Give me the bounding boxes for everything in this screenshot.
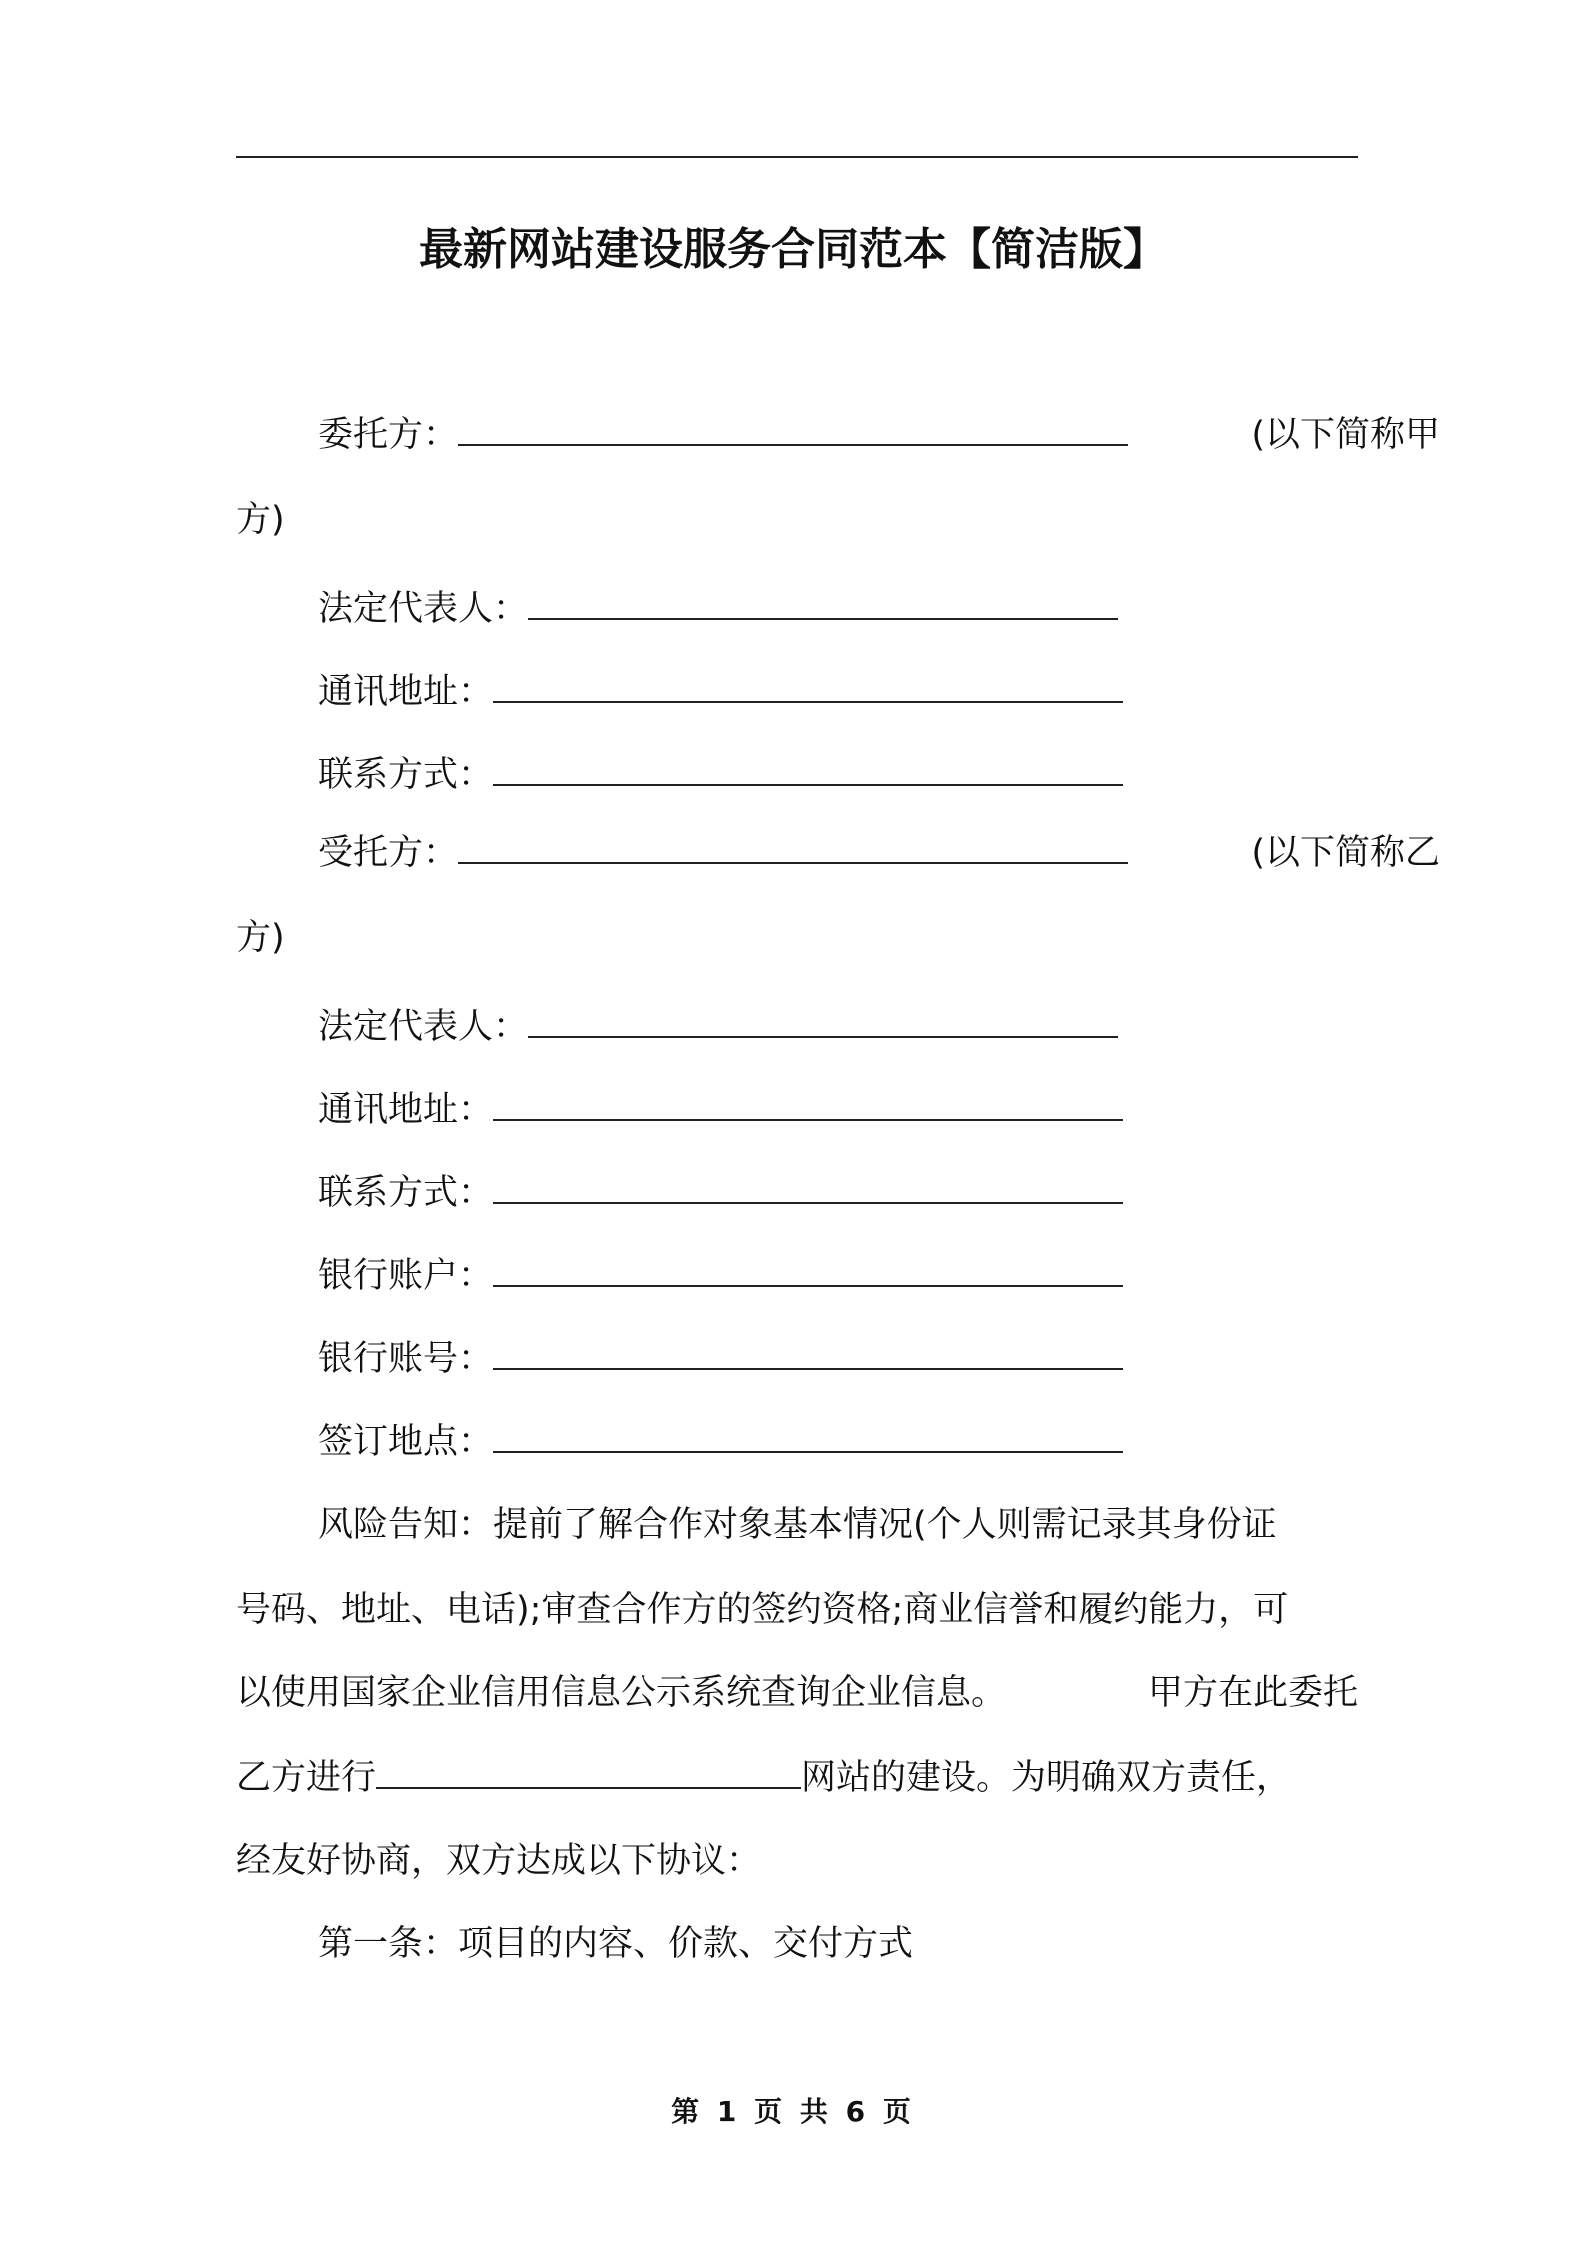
party-b-sign-place-line — [236, 1417, 1440, 1467]
header-rule — [236, 156, 1358, 158]
party-a-legal-rep-line — [236, 584, 1440, 634]
party-b-contact-label: 联系方式： — [318, 1173, 494, 1213]
party-b-bank-account-name-label: 银行账户： — [318, 1256, 494, 1296]
party-b-legal-rep-blank[interactable] — [528, 1004, 1118, 1038]
party-a-wrap: 方) — [236, 500, 285, 540]
party-a-contact-line — [236, 750, 1440, 800]
party-a-contact-blank[interactable] — [493, 752, 1123, 786]
party-b-legal-rep-line — [236, 1002, 1440, 1052]
party-a-name-blank[interactable] — [458, 412, 1128, 446]
party-b-line — [236, 828, 1440, 878]
party-a-address-line — [236, 667, 1440, 717]
risk-notice-line-3-left: 以使用国家企业信用信息公示系统查询企业信息。 — [236, 1673, 1007, 1713]
page-footer: 第 1 页 共 6 页 — [671, 2095, 915, 2128]
article-1-heading: 第一条：项目的内容、价款、交付方式 — [318, 1924, 914, 1964]
risk-notice-line-4 — [236, 1753, 1358, 1803]
party-b-contact-line — [236, 1168, 1440, 1218]
party-b-sign-place-label: 签订地点： — [318, 1422, 494, 1462]
party-b-contact-blank[interactable] — [493, 1170, 1123, 1204]
risk-notice-line-4-suffix: 网站的建设。为明确双方责任， — [801, 1758, 1292, 1798]
party-a-address-label: 通讯地址： — [318, 672, 494, 712]
party-b-wrap: 方) — [236, 918, 285, 958]
risk-notice-line-3 — [236, 1668, 1358, 1718]
party-b-label: 受托方： — [318, 833, 459, 873]
party-a-legal-rep-blank[interactable] — [528, 586, 1118, 620]
risk-notice-line-1: 风险告知：提前了解合作对象基本情况(个人则需记录其身份证 — [318, 1505, 1277, 1545]
website-name-blank[interactable] — [376, 1755, 801, 1789]
party-a-line — [236, 410, 1440, 460]
party-b-bank-account-name-blank[interactable] — [493, 1253, 1123, 1287]
risk-notice-line-4-prefix: 乙方进行 — [236, 1758, 377, 1798]
party-b-address-blank[interactable] — [493, 1087, 1123, 1121]
party-b-bank-account-no-blank[interactable] — [493, 1336, 1123, 1370]
party-a-suffix: (以下简称甲 — [1251, 415, 1440, 455]
party-b-bank-account-no-line — [236, 1334, 1440, 1384]
document-title: 最新网站建设服务合同范本【简洁版】 — [419, 224, 1167, 275]
party-b-name-blank[interactable] — [458, 830, 1128, 864]
party-a-address-blank[interactable] — [493, 669, 1123, 703]
risk-notice-line-2: 号码、地址、电话);审查合作方的签约资格;商业信誉和履约能力，可 — [236, 1590, 1289, 1630]
party-a-label: 委托方： — [318, 415, 459, 455]
party-a-legal-rep-label: 法定代表人： — [318, 589, 529, 629]
party-b-bank-account-name-line — [236, 1251, 1440, 1301]
risk-notice-line-3-right: 甲方在此委托 — [1147, 1673, 1358, 1713]
risk-notice-line-5: 经友好协商，双方达成以下协议： — [236, 1841, 762, 1881]
party-b-legal-rep-label: 法定代表人： — [318, 1007, 529, 1047]
party-b-sign-place-blank[interactable] — [493, 1419, 1123, 1453]
party-b-bank-account-no-label: 银行账号： — [318, 1339, 494, 1379]
party-a-contact-label: 联系方式： — [318, 755, 494, 795]
party-b-address-label: 通讯地址： — [318, 1090, 494, 1130]
party-b-address-line — [236, 1085, 1440, 1135]
party-b-suffix: (以下简称乙 — [1251, 833, 1440, 873]
